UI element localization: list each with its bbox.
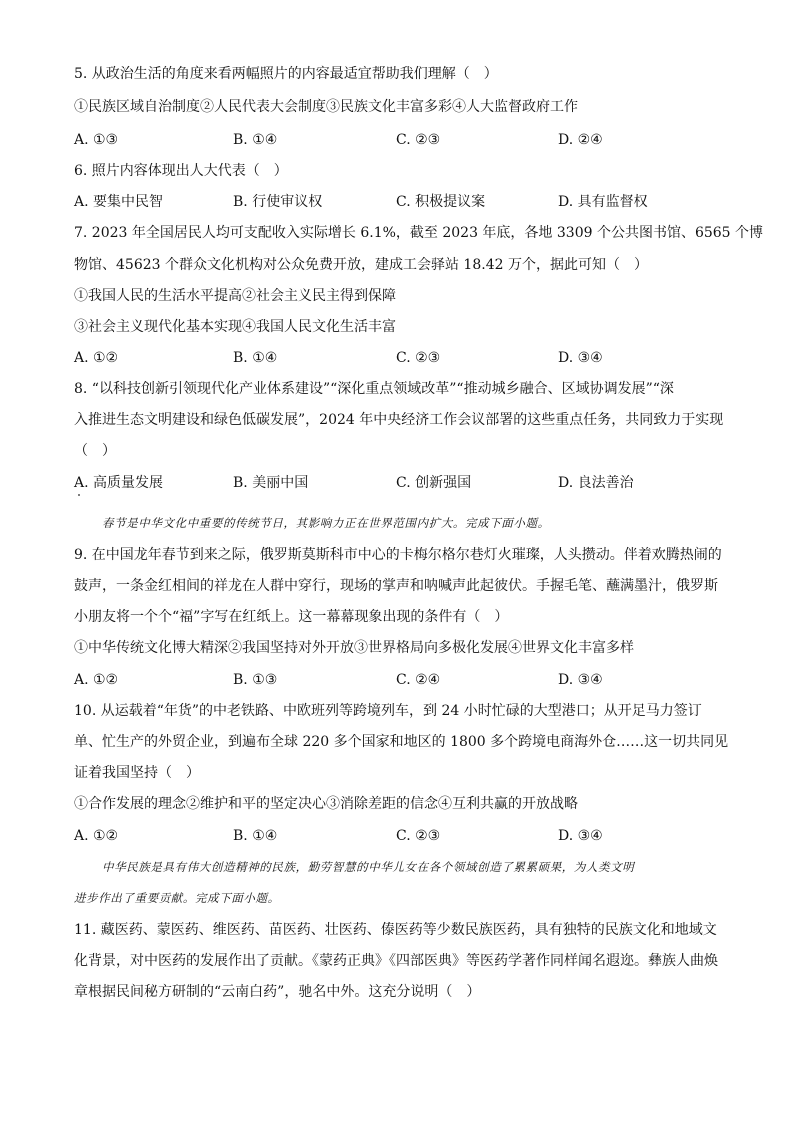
q5-option-b[interactable]: B. ①④: [233, 132, 278, 148]
q9-statements: ①中华传统文化博大精深②我国坚持对外开放③世界格局向多极化发展④世界文化丰富多样: [74, 640, 634, 656]
q10-option-c[interactable]: C. ②③: [396, 828, 441, 844]
q10-options: [74, 826, 724, 846]
q8-stem-line-1: 8. “以科技创新引领现代化产业体系建设”“深化重点领域改革”“推动城乡融合、区域协调发展”“深: [74, 381, 674, 397]
q5-option-a[interactable]: A. ①③: [74, 132, 119, 148]
q6-stem: 6. 照片内容体现出人大代表（ ）: [74, 163, 288, 179]
q7-option-a[interactable]: A. ①②: [74, 350, 119, 366]
scan-mark: [78, 494, 80, 496]
q8-options: [74, 473, 724, 493]
q9-option-a[interactable]: A. ①②: [74, 672, 119, 688]
q10-option-d[interactable]: D. ③④: [558, 828, 603, 844]
q9-option-c[interactable]: C. ②④: [396, 672, 441, 688]
q7-stem-line-2: 物馆、45623 个群众文化机构对公众免费开放，建成工会驿站 18.42 万个，据此可知（ ）: [74, 257, 648, 273]
q7-stem-line-1: 7. 2023 年全国居民人均可支配收入实际增长 6.1%，截至 2023 年底，各地 3309 个公共图书馆、6565 个博: [74, 225, 764, 241]
nation-intro-line-2: 进步作出了重要贡献。完成下面小题。: [74, 891, 280, 905]
q6-option-b[interactable]: B. 行使审议权: [233, 194, 323, 210]
q5-option-d[interactable]: D. ②④: [558, 132, 603, 148]
q6-option-c[interactable]: C. 积极提议案: [396, 194, 486, 210]
q9-options: [74, 670, 724, 690]
q10-stem-line-1: 10. 从运载着“年货”的中老铁路、中欧班列等跨境列车，到 24 小时忙碌的大型港口；从开足马力签订: [74, 703, 702, 719]
q7-option-d[interactable]: D. ③④: [558, 350, 603, 366]
q6-option-d[interactable]: D. 具有监督权: [558, 194, 648, 210]
q8-stem-line-3: （ ）: [74, 443, 116, 459]
spring-festival-intro: 春节是中华文化中重要的传统节日，其影响力正在世界范围内扩大。完成下面小题。: [102, 516, 550, 530]
q10-statements: ①合作发展的理念②维护和平的坚定决心③消除差距的信念④互利共赢的开放战略: [74, 796, 578, 812]
q7-option-c[interactable]: C. ②③: [396, 350, 441, 366]
q8-option-d[interactable]: D. 良法善治: [558, 475, 634, 491]
q9-option-d[interactable]: D. ③④: [558, 672, 603, 688]
q7-options: [74, 348, 724, 368]
q11-stem-line-2: 化背景，对中医药的发展作出了贡献。《蒙药正典》《四部医典》等医药学著作同样闻名遐迩。彝族人曲焕: [74, 953, 718, 969]
q6-option-a[interactable]: A. 要集中民智: [74, 194, 164, 210]
q7-statements-1: ①我国人民的生活水平提高②社会主义民主得到保障: [74, 288, 396, 304]
q5-statements: ①民族区域自治制度②人民代表大会制度③民族文化丰富多彩④人大监督政府工作: [74, 99, 578, 115]
q9-stem-line-2: 鼓声，一条金红相间的祥龙在人群中穿行，现场的掌声和呐喊声此起彼伏。手握毛笔、蘸满墨汁，俄罗斯: [74, 578, 718, 594]
q7-statements-2: ③社会主义现代化基本实现④我国人民文化生活丰富: [74, 319, 396, 335]
q10-stem-line-2: 单、忙生产的外贸企业，到遍布全球 220 多个国家和地区的 1800 多个跨境电商海外仓……这一切共同见: [74, 734, 729, 750]
q5-options: [74, 130, 724, 150]
q6-options: [74, 192, 724, 212]
q10-option-a[interactable]: A. ①②: [74, 828, 119, 844]
q5-stem: 5. 从政治生活的角度来看两幅照片的内容最适宜帮助我们理解（ ）: [74, 66, 498, 82]
q8-option-b[interactable]: B. 美丽中国: [233, 475, 309, 491]
q7-option-b[interactable]: B. ①④: [233, 350, 278, 366]
q10-stem-line-3: 证着我国坚持（ ）: [74, 765, 200, 781]
q9-option-b[interactable]: B. ①③: [233, 672, 278, 688]
q11-stem-line-3: 章根据民间秘方研制的“云南白药”，驰名中外。这充分说明（ ）: [74, 984, 481, 1000]
q8-option-a[interactable]: A. 高质量发展: [74, 475, 164, 491]
q9-stem-line-1: 9. 在中国龙年春节到来之际，俄罗斯莫斯科市中心的卡梅尔格尔巷灯火璀璨，人头攒动。伴着欢腾热闹的: [74, 547, 722, 563]
q11-stem-line-1: 11. 藏医药、蒙医药、维医药、苗医药、壮医药、傣医药等少数民族医药，具有独特的民族文化和地域文: [74, 922, 717, 938]
q5-option-c[interactable]: C. ②③: [396, 132, 441, 148]
q8-stem-line-2: 入推进生态文明建设和绿色低碳发展”，2024 年中央经济工作会议部署的这些重点任务，共同致力于实现: [74, 412, 724, 428]
q10-option-b[interactable]: B. ①④: [233, 828, 278, 844]
q9-stem-line-3: 小朋友将一个个“福”字写在红纸上。这一幕幕现象出现的条件有（ ）: [74, 609, 509, 625]
q8-option-c[interactable]: C. 创新强国: [396, 475, 472, 491]
nation-intro-line-1: 中华民族是具有伟大创造精神的民族，勤劳智慧的中华儿女在各个领域创造了累累硕果，为人类文明: [102, 860, 635, 874]
